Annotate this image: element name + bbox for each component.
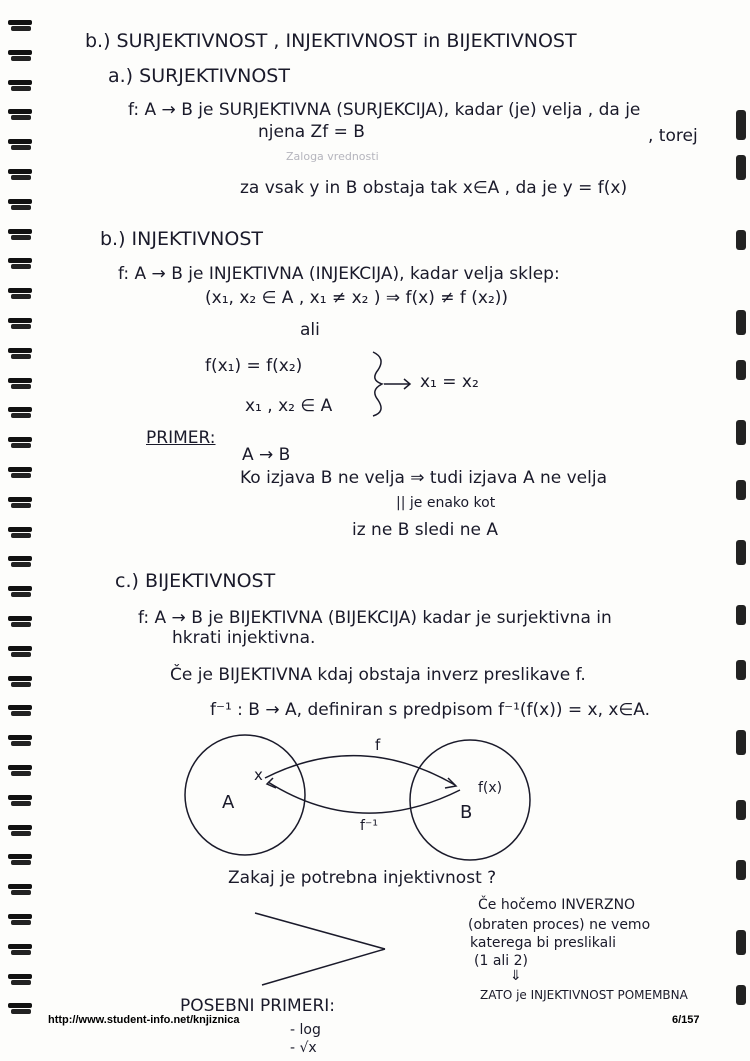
primer-implication: A → B <box>242 445 291 465</box>
note-line-3: katerega bi preslikali <box>470 935 616 951</box>
subsection-bijektivnost-title: c.) BIJEKTIVNOST <box>115 570 276 592</box>
edge-mark <box>736 155 746 180</box>
subsection-surjektivnost-title: a.) SURJEKTIVNOST <box>108 65 290 87</box>
bijektivnost-definition: f: A → B je BIJEKTIVNA (BIJEKCIJA) kadar je surjektivna in <box>138 608 612 628</box>
surjektivnost-torej: , torej <box>648 126 698 146</box>
edge-mark <box>736 605 746 625</box>
edge-mark <box>736 730 746 755</box>
spiral-ring <box>8 944 36 956</box>
note-line-2: (obraten proces) ne vemo <box>468 917 651 933</box>
injektivnost-definition: f: A → B je INJEKTIVNA (INJEKCIJA), kadar velja sklep: <box>118 264 560 284</box>
spiral-ring <box>8 616 36 628</box>
spiral-ring <box>8 229 36 241</box>
mapping-finv-arrow <box>268 782 460 813</box>
spiral-ring <box>8 914 36 926</box>
spiral-ring <box>8 705 36 717</box>
spiral-ring <box>8 586 36 598</box>
bijektivnost-inverse-definition: f⁻¹ : B → A, definiran s predpisom f⁻¹(f(x)) = x, x∈A. <box>210 700 651 720</box>
label-fx: f(x) <box>478 780 503 796</box>
edge-mark <box>736 860 746 880</box>
spiral-ring <box>8 139 36 151</box>
spiral-ring <box>8 50 36 62</box>
spiral-ring <box>8 825 36 837</box>
injektivnost-implication: (x₁, x₂ ∈ A , x₁ ≠ x₂ ) ⇒ f(x) ≠ f (x₂)) <box>205 288 509 308</box>
spiral-ring <box>8 437 36 449</box>
spiral-ring <box>8 527 36 539</box>
spiral-ring <box>8 884 36 896</box>
bijektivnost-definition-cont: hkrati injektivna. <box>172 628 316 648</box>
note-conclusion: ZATO je INJEKTIVNOST POMEMBNA <box>480 988 688 1002</box>
primer-label: PRIMER: <box>146 428 216 448</box>
spiral-binding <box>8 20 38 1060</box>
set-b-circle <box>410 740 530 860</box>
spiral-ring <box>8 646 36 658</box>
edge-mark <box>736 930 746 955</box>
spiral-ring <box>8 318 36 330</box>
note-arrow-icon: ⇓ <box>510 968 522 984</box>
bijection-diagram <box>180 730 540 880</box>
surjektivnost-range: njena Zf = B <box>258 122 365 142</box>
subsection-injektivnost-title: b.) INJEKTIVNOST <box>100 228 264 250</box>
spiral-ring <box>8 348 36 360</box>
edge-mark <box>736 540 746 565</box>
injektivnost-domain: x₁ , x₂ ∈ A <box>245 396 333 416</box>
spiral-ring <box>8 467 36 479</box>
injektivnost-result: x₁ = x₂ <box>420 372 479 392</box>
zaloga-vrednosti-note: Zaloga vrednosti <box>286 150 379 163</box>
edge-mark <box>736 360 746 380</box>
edge-mark <box>736 420 746 445</box>
label-set-b: B <box>460 802 473 823</box>
spiral-ring <box>8 1003 36 1015</box>
spiral-ring <box>8 20 36 32</box>
edge-mark <box>736 985 746 1005</box>
note-line-4: (1 ali 2) <box>474 953 528 969</box>
spiral-ring <box>8 735 36 747</box>
spiral-ring <box>8 854 36 866</box>
set-a-circle <box>185 735 305 855</box>
surjektivnost-condition: za vsak y in B obstaja tak x∈A , da je y = f(x) <box>240 178 628 198</box>
edge-mark <box>736 310 746 335</box>
spiral-ring <box>8 258 36 270</box>
primer-contrapositive: iz ne B sledi ne A <box>352 520 498 540</box>
spiral-ring <box>8 407 36 419</box>
spiral-ring <box>8 109 36 121</box>
zakaj-question: Zakaj je potrebna injektivnost ? <box>228 868 497 888</box>
spiral-ring <box>8 795 36 807</box>
injektivnost-equation: f(x₁) = f(x₂) <box>205 356 303 376</box>
spiral-ring <box>8 169 36 181</box>
spiral-ring <box>8 80 36 92</box>
edge-mark <box>736 110 746 140</box>
spiral-ring <box>8 765 36 777</box>
footer-page-number: 6/157 <box>672 1014 700 1026</box>
spiral-ring <box>8 497 36 509</box>
brace-arrow-icon <box>368 350 418 420</box>
surjektivnost-definition: f: A → B je SURJEKTIVNA (SURJEKCIJA), kadar (je) velja , da je <box>128 100 641 120</box>
edge-mark <box>736 480 746 500</box>
spiral-ring <box>8 556 36 568</box>
spiral-ring <box>8 199 36 211</box>
footer-url[interactable]: http://www.student-info.net/knjiznica <box>48 1014 240 1026</box>
spiral-ring <box>8 288 36 300</box>
posebni-primer-1: - log <box>290 1022 321 1038</box>
edge-mark <box>736 800 746 820</box>
spiral-ring <box>8 676 36 688</box>
section-title: b.) SURJEKTIVNOST , INJEKTIVNOST in BIJEKTIVNOST <box>85 30 577 52</box>
edge-mark <box>736 660 746 680</box>
label-f: f <box>375 736 381 754</box>
bijektivnost-inverse: Če je BIJEKTIVNA kdaj obstaja inverz preslikave f. <box>170 665 586 685</box>
posebni-primeri-title: POSEBNI PRIMERI: <box>180 996 336 1016</box>
spiral-ring <box>8 378 36 390</box>
primer-statement: Ko izjava B ne velja ⇒ tudi izjava A ne velja <box>240 468 607 488</box>
label-finv: f⁻¹ <box>360 818 378 834</box>
spiral-ring <box>8 974 36 986</box>
converging-lines <box>250 905 400 995</box>
label-set-a: A <box>222 792 235 813</box>
edge-mark <box>736 230 746 250</box>
injektivnost-ali: ali <box>300 320 320 340</box>
posebni-primer-2: - √x <box>290 1040 317 1056</box>
label-x: x <box>254 766 263 784</box>
primer-equivalent: || je enako kot <box>396 495 496 511</box>
note-line-1: Če hočemo INVERZNO <box>478 897 636 913</box>
